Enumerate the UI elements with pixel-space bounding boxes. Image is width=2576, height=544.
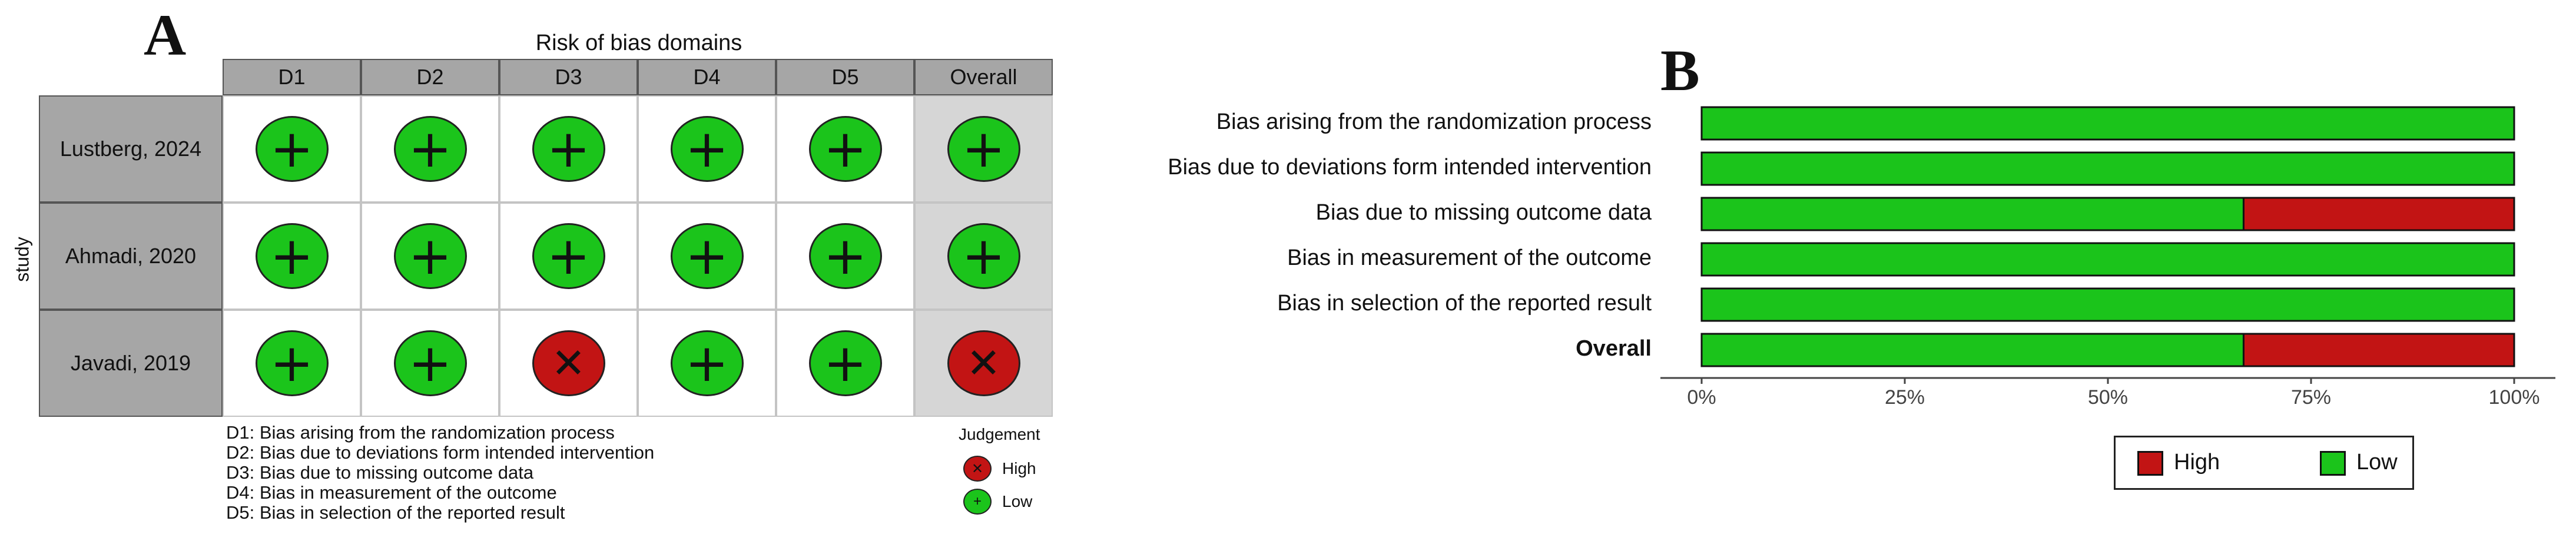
- bar-category-label: Bias in measurement of the outcome: [1287, 245, 1652, 270]
- low-risk-plus-icon: +: [394, 223, 467, 289]
- legend-swatch-low: [2320, 451, 2346, 476]
- study-label: Lustberg, 2024: [39, 95, 223, 203]
- column-header-d4: D4: [638, 59, 776, 95]
- low-risk-plus-icon: +: [256, 116, 329, 182]
- bar-category-label: Overall: [1576, 336, 1652, 361]
- low-risk-plus-icon: +: [256, 223, 329, 289]
- low-risk-plus-icon: +: [671, 330, 744, 396]
- bar-segment-low: [1702, 334, 2243, 366]
- high-risk-x-icon: ✕: [532, 330, 605, 396]
- domain-note: D2: Bias due to deviations form intended intervention: [226, 442, 655, 463]
- domain-note: D1: Bias arising from the randomization process: [226, 422, 615, 443]
- column-header-overall: Overall: [914, 59, 1053, 95]
- bar-category-label: Bias due to deviations form intended intervention: [1168, 154, 1652, 180]
- low-risk-plus-icon: +: [532, 223, 605, 289]
- legend-swatch-high: [2137, 451, 2163, 476]
- x-tick-label: 100%: [2488, 386, 2540, 409]
- panel-b: [1078, 0, 2576, 544]
- domain-note: D3: Bias due to missing outcome data: [226, 462, 534, 483]
- bar-segment-high: [2243, 198, 2514, 230]
- low-risk-plus-icon: +: [256, 330, 329, 396]
- bar-segment-low: [1702, 198, 2243, 230]
- legend-high-x-icon: ✕: [963, 456, 992, 482]
- domains-title: Risk of bias domains: [535, 31, 742, 55]
- high-risk-x-icon: ✕: [947, 330, 1020, 396]
- bar-segment-low: [1702, 152, 2514, 185]
- bar-segment-high: [2243, 334, 2514, 366]
- x-tick-label: 75%: [2290, 386, 2332, 409]
- bar-segment-low: [1702, 288, 2514, 321]
- legend-low-plus-icon: +: [963, 489, 992, 515]
- column-header-d3: D3: [499, 59, 638, 95]
- domain-note: D4: Bias in measurement of the outcome: [226, 482, 557, 503]
- x-tick-label: 0%: [1687, 386, 1716, 409]
- x-tick-label: 25%: [1884, 386, 1925, 409]
- column-header-d5: D5: [776, 59, 914, 95]
- study-label: Javadi, 2019: [39, 310, 223, 417]
- study-label: Ahmadi, 2020: [39, 203, 223, 310]
- low-risk-plus-icon: +: [809, 330, 882, 396]
- bar-category-label: Bias in selection of the reported result: [1277, 290, 1652, 316]
- legend-label: High: [1002, 459, 1036, 477]
- legend-label-low: Low: [2356, 450, 2398, 475]
- low-risk-plus-icon: +: [532, 116, 605, 182]
- panel-b-letter: B: [1660, 38, 1700, 103]
- x-tick-label: 50%: [2087, 386, 2129, 409]
- low-risk-plus-icon: +: [394, 330, 467, 396]
- low-risk-plus-icon: +: [947, 223, 1020, 289]
- low-risk-plus-icon: +: [671, 223, 744, 289]
- bar-segment-low: [1702, 107, 2514, 140]
- low-risk-plus-icon: +: [394, 116, 467, 182]
- y-axis-label: study: [11, 237, 33, 282]
- bar-category-label: Bias arising from the randomization process: [1216, 109, 1652, 134]
- panel-a-letter: A: [144, 2, 187, 68]
- column-header-d2: D2: [361, 59, 499, 95]
- low-risk-plus-icon: +: [809, 223, 882, 289]
- column-header-d1: D1: [223, 59, 361, 95]
- judgement-legend-title: Judgement: [959, 425, 1040, 443]
- legend-label: Low: [1002, 492, 1033, 510]
- low-risk-plus-icon: +: [947, 116, 1020, 182]
- low-risk-plus-icon: +: [671, 116, 744, 182]
- low-risk-plus-icon: +: [809, 116, 882, 182]
- panel-a: [0, 0, 1078, 544]
- bar-category-label: Bias due to missing outcome data: [1315, 200, 1652, 225]
- domain-note: D5: Bias in selection of the reported result: [226, 502, 565, 523]
- legend-label-high: High: [2174, 450, 2220, 475]
- bar-segment-low: [1702, 243, 2514, 276]
